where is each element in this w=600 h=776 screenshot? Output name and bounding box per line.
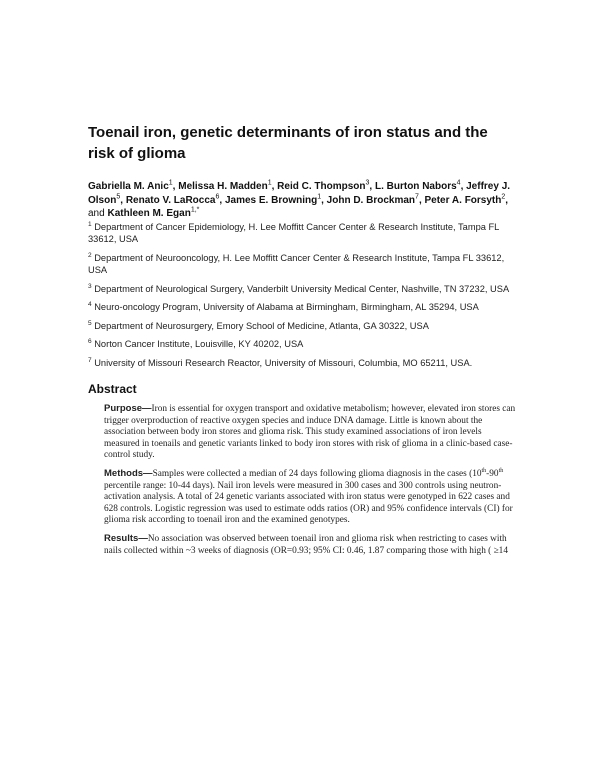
affiliation-item	[88, 283, 518, 296]
paper-page	[88, 122, 518, 563]
methods-text-2: -90	[486, 468, 499, 479]
author-name: Gabriella M. Anic	[88, 181, 169, 192]
purpose-label: Purpose—	[104, 403, 152, 414]
author-affiliation-mark: 5	[116, 193, 121, 201]
abstract-methods	[88, 468, 518, 527]
author-affiliation-mark: 7	[415, 193, 419, 201]
author-affiliation-mark: 2	[501, 193, 506, 201]
affiliation-text: Department of Neurological Surgery, Vanderbilt University Medical Center, Nashville, TN 37232, USA	[94, 283, 510, 294]
affiliation-number: 1	[88, 220, 92, 228]
methods-label: Methods—	[104, 467, 153, 479]
author-name: Jeffrey J. Olson	[88, 181, 511, 206]
affiliation-item	[88, 338, 518, 351]
affiliation-number: 2	[88, 251, 92, 259]
affiliation-text: Department of Neurosurgery, Emory School of Medicine, Atlanta, GA 30322, USA	[94, 320, 429, 331]
methods-text-3: percentile range: 10-44 days). Nail iron levels were measured in 300 cases and 300 controls using neutron-activation analysis. A total of 24 genetic variants associated with iron status were genotyped in 622 cases and 628 controls. Logistic regression was used to estimate odds ratios (OR) and 95% confidence intervals (CI) for glioma risk according to toenail iron and the examined genotypes.	[104, 480, 513, 526]
author-name: Melissa H. Madden	[178, 181, 268, 192]
author-name: James E. Browning	[224, 194, 318, 206]
affiliation-text: Neuro-oncology Program, University of Alabama at Birmingham, Birmingham, AL 35294, USA	[94, 302, 479, 312]
author-name: Renato V. LaRocca	[125, 194, 216, 206]
affiliation-number: 5	[88, 319, 92, 327]
results-label: Results—	[104, 532, 148, 544]
affiliation-number: 4	[88, 300, 92, 308]
affiliation-text: University of Missouri Research Reactor, University of Missouri, Columbia, MO 65211, USA.	[94, 357, 473, 368]
author-conjunction: and	[88, 208, 105, 219]
paper-title: Toenail iron, genetic determinants of iron status and the risk of glioma	[88, 124, 488, 162]
author-affiliation-mark: 3	[365, 179, 370, 187]
abstract-purpose	[88, 403, 518, 462]
affiliation-item	[88, 221, 518, 246]
author-name: Peter A. Forsyth	[424, 194, 502, 206]
affiliation-list	[88, 221, 518, 370]
affiliation-text: Norton Cancer Institute, Louisville, KY 40202, USA	[94, 339, 304, 349]
affiliation-item	[88, 357, 518, 370]
author-affiliation-mark: 6	[215, 193, 220, 201]
author-name: Reid C. Thompson	[277, 181, 366, 192]
author-name: L. Burton Nabors	[374, 181, 457, 192]
methods-sup-2: th	[498, 467, 504, 474]
author-affiliation-mark: 1	[317, 193, 322, 201]
affiliation-text: Department of Cancer Epidemiology, H. Lee Moffitt Cancer Center & Research Institute, Tampa FL 33612, USA	[88, 221, 499, 244]
author-affiliation-mark: 1	[168, 179, 173, 187]
affiliation-item	[88, 252, 518, 277]
author-affiliation-mark: 4	[456, 179, 461, 187]
author-name: John D. Brockman	[326, 194, 416, 206]
affiliation-number: 6	[88, 337, 92, 345]
purpose-text: Iron is essential for oxygen transport and oxidative metabolism; however, elevated iron stores can trigger overproduction of reactive oxygen species and induce DNA damage. Little is known about the association between body iron stores and glioma risk. This study examined associations of iron levels measured in toenails and genetic variants linked to body iron stores with risk of glioma in a clinic-based case-control study.	[104, 404, 516, 461]
affiliation-item	[88, 320, 518, 333]
methods-text-1: Samples were collected a median of 24 days following glioma diagnosis in the cases (10	[152, 468, 482, 479]
results-text: No association was observed between toenail iron and glioma risk when restricting to cases with nails collected within ~3 weeks of diagnosis (OR=0.93; 95% CI: 0.46, 1.87 comparing those with high ( ≥14	[104, 533, 508, 556]
author-name: Kathleen M. Egan	[107, 208, 191, 219]
author-affiliation-mark: 1,*	[190, 206, 200, 214]
methods-sup-1: th	[481, 467, 487, 474]
affiliation-item	[88, 301, 518, 314]
abstract-heading: Abstract	[88, 382, 137, 396]
affiliation-number: 3	[88, 282, 92, 290]
author-affiliation-mark: 1	[267, 179, 272, 187]
author-list: Gabriella M. Anic$^1$, Melissa H. Madden$^1$, Reid C. Thompson$^3$, L. Burton Nabors$^4$, Jeffrey J. Olson$^5$, Renato V. LaRocca$^6$, James E. Browning$^1$, John D. Brockman$^7$, Peter A. Forsyth$^2$, and Kathleen M. Egan$^{1,*}$	[88, 179, 511, 219]
affiliation-number: 7	[88, 356, 92, 364]
affiliation-text: Department of Neurooncology, H. Lee Moffitt Cancer Center & Research Institute, Tampa FL 33612, USA	[88, 252, 505, 275]
abstract-results	[88, 533, 518, 557]
